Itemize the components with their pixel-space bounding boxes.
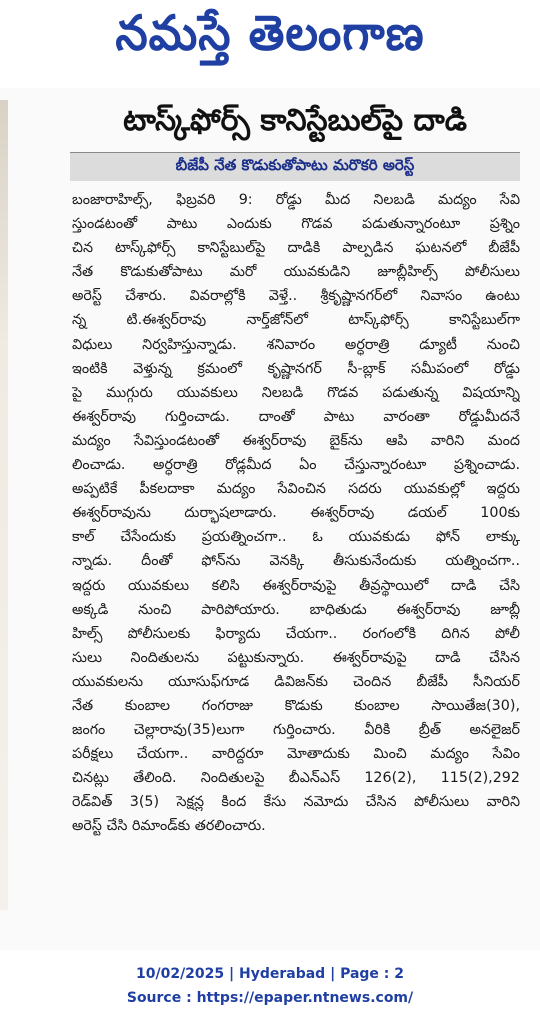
edition-info: 10/02/2025 | Hyderabad | Page : 2 (135, 966, 405, 982)
article-line: పై ముగ్గురు యువకులు నిలబడి గొడవ పడుతున్న విషయాన్ని (72, 384, 520, 401)
article-line: సులు నిందితులను పట్టుకున్నారు. ఈశ్వర్‌రావుపై దాడి చేసిన (72, 649, 520, 666)
article-line: పరీక్షలు చేయగా.. వారిద్దరూ మోతాదుకు మించి మద్యం సేవిం (72, 746, 520, 763)
article-line: లించాడు. అర్ధరాత్రి రోడ్లమీద ఏం చేస్తున్నారంటూ ప్రశ్నించాడు. (72, 457, 520, 474)
article-line: జంగం చెల్లారావు(35)లుగా గుర్తించారు. వీరికి బ్రీత్ అనలైజర్ (72, 722, 520, 739)
article-headline: టాస్క్‌ఫోర్స్ కానిస్టేబుల్‌పై దాడి (123, 103, 467, 138)
article-line: కాల్ చేసేందుకు ప్రయత్నించగా.. ఓ యువకుడు ఫోన్ లాక్కు (72, 529, 520, 546)
article-line: చినట్లు తేలింది. నిందితులపై బీఎన్ఎస్ 126(2), 115(2),292 (72, 770, 520, 787)
adjacent-column-edge (0, 100, 8, 910)
article-line: స్తుండటంతో పాటు ఎందుకు గొడవ పడుతున్నారంటూ ప్రశ్నిం (72, 216, 520, 233)
article-line: హిల్స్ పోలీసులకు ఫిర్యాదు చేయగా.. రంగంలోకి దిగిన పోలీ (72, 625, 520, 642)
article-line: నేత కుంబాల గంగరాజు కొడుకు కుంబాల సాయితేజ(30), (72, 697, 520, 714)
article-line: యువకులను యూసుఫ్‌గూడ డివిజన్‌కు చెందిన బీజేపీ సీనియర్ (72, 673, 520, 690)
article-subheadline: బీజేపీ నేత కొడుకుతోపాటు మరొకరి అరెస్ట్ (175, 156, 415, 174)
article-line: అప్పటికే పీకలదాకా మద్యం సేవించిన సదరు యువకుల్లో ఇద్దరు (72, 481, 520, 498)
article-line: అక్కడి నుంచి పారిపోయారు. బాధితుడు ఈశ్వర్‌రావు జూబ్లీ (72, 601, 520, 618)
article-line: అరెస్ట్ చేశారు. వివరాల్లోకి వెళ్తే.. శ్రీకృష్ణానగర్‌లో నివాసం ఉంటు (72, 288, 520, 305)
newspaper-logo: నమస్తే తెలంగాణ (115, 4, 425, 62)
article-line: న్నాడు. దీంతో ఫోన్‌ను వెనక్కి తీసుకునేందుకు యత్నించగా.. (72, 553, 520, 570)
page-footer (0, 962, 540, 1012)
article-line: రెడ్‌విత్ 3(5) సెక్షన్ల కింద కేసు నమోదు చేసిన పోలీసులు వారిని (72, 794, 520, 811)
article-line: ఈశ్వర్‌రావు గుర్తించాడు. దాంతో పాటు వారంతా రోడ్డుమీదనే (72, 408, 520, 425)
article-line: ఈశ్వర్‌రావును దుర్భాషలాడారు. ఈశ్వర్‌రావు డయల్ 100కు (72, 505, 520, 522)
article-line: విధులు నిర్వహిస్తున్నాడు. శనివారం అర్ధరాత్రి డ్యూటీ నుంచి (72, 336, 520, 353)
article-body (72, 188, 520, 936)
masthead (0, 0, 540, 78)
source-link[interactable]: Source : https://epaper.ntnews.com/ (126, 990, 414, 1006)
article-line: న్న టి.ఈశ్వర్‌రావు నార్త్‌జోన్‌లో టాస్క్‌ఫోర్స్ కానిస్టేబుల్‌గా (72, 312, 520, 329)
article-line: ఇద్దరు యువకులు కలిసి ఈశ్వర్‌రావుపై తీవ్రస్థాయిలో దాడి చేసి (72, 577, 520, 594)
article-line: చిన టాస్క్‌ఫోర్స్ కానిస్టేబుల్‌పై దాడికి పాల్పడిన ఘటనలో బీజేపీ (72, 240, 520, 257)
article-line: బంజారాహిల్స్, ఫిబ్రవరి 9: రోడ్డు మీద నిలబడి మద్యం సేవి (72, 192, 520, 208)
subheadline-band (70, 153, 520, 181)
article-line: మద్యం సేవిస్తుండటంతో ఈశ్వర్‌రావు బైక్‌ను ఆపి వారిని మంద (72, 432, 520, 449)
article-line: ఇంటికి వెళ్తున్న క్రమంలో కృష్ణానగర్ సీ-బ్లాక్ సమీపంలో రోడ్డు (72, 360, 520, 377)
article-line: అరెస్ట్ చేసి రిమాండ్‌కు తరలించారు. (72, 818, 266, 835)
article-line: నేత కొడుకుతోపాటు మరో యువకుడిని జూబ్లీహిల్స్ పోలీసులు (72, 264, 520, 281)
